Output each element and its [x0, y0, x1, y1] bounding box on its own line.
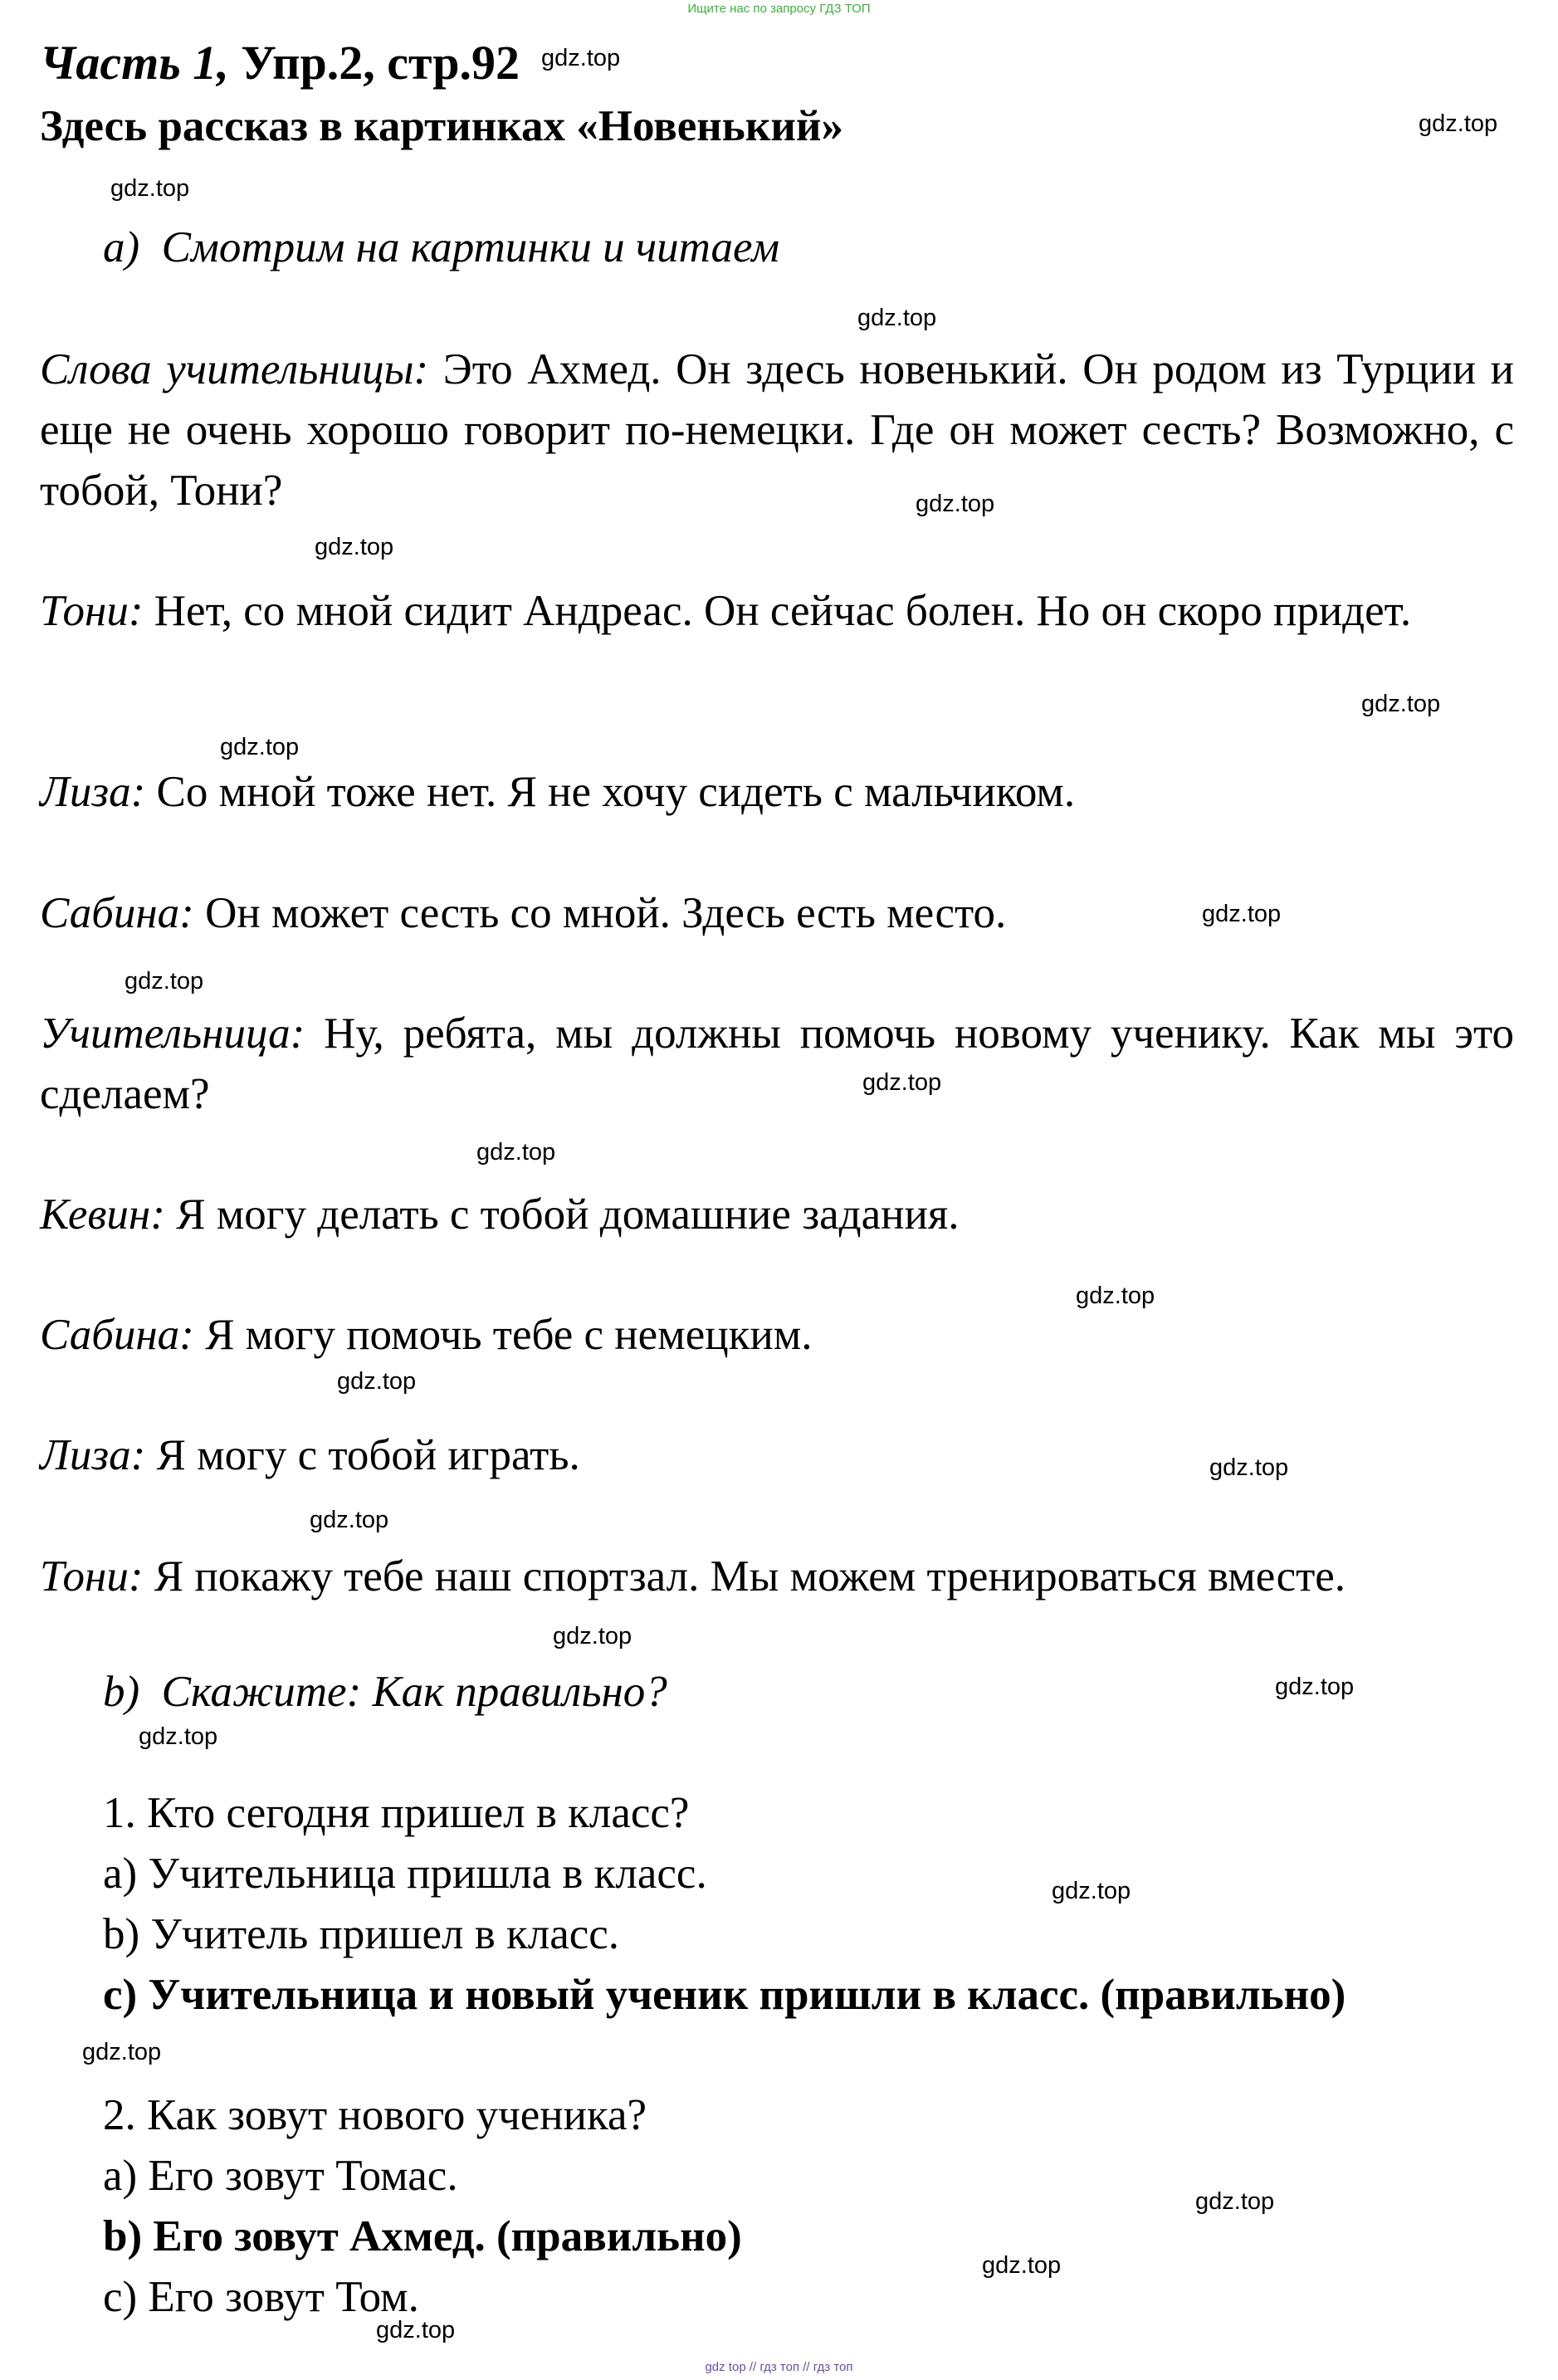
- answer-option-correct: c) Учительница и новый ученик пришли в класс. (правильно): [103, 1971, 1346, 2019]
- watermark: gdz.top: [125, 968, 204, 995]
- speaker-label: Тони:: [40, 587, 144, 635]
- exercise-label: Упр.2, стр.92: [228, 36, 520, 90]
- dialogue-text: Нет, со мной сидит Андреас. Он сейчас болен. Но он скоро придет.: [143, 587, 1412, 635]
- watermark: gdz.top: [82, 2039, 162, 2065]
- watermark: gdz.top: [337, 1368, 417, 1395]
- answer-option: b) Учитель пришел в класс.: [103, 1910, 620, 1958]
- speaker-label: Лиза:: [40, 1431, 146, 1479]
- dialogue-line: [40, 340, 1514, 521]
- answer-option-correct: b) Его зовут Ахмед. (правильно): [103, 2212, 742, 2260]
- watermark: gdz.top: [1195, 2188, 1275, 2215]
- story-title: Здесь рассказ в картинках «Новенький»: [40, 102, 843, 150]
- watermark: gdz.top: [916, 491, 995, 517]
- question-2: 2. Как зовут нового ученика?: [103, 2091, 647, 2139]
- speaker-label: Кевин:: [40, 1190, 165, 1239]
- watermark: gdz.top: [553, 1623, 632, 1649]
- part-label: Часть 1,: [40, 36, 229, 90]
- watermark: gdz.top: [1209, 1454, 1289, 1481]
- watermark: gdz.top: [1202, 901, 1282, 927]
- dialogue-text: Я могу помочь тебе с немецким.: [193, 1311, 813, 1359]
- dialogue-text: Ну, ребята, мы должны помочь новому ученику. Как мы это сделаем?: [40, 1009, 1514, 1118]
- watermark: gdz.top: [220, 734, 300, 760]
- dialogue-line: [40, 1185, 1514, 1245]
- dialogue-line: [40, 883, 1514, 944]
- speaker-label: Сабина:: [40, 1311, 194, 1359]
- section-b-label: b): [103, 1668, 140, 1716]
- top-search-note: Ищите нас по запросу ГДЗ ТОП: [687, 2, 871, 16]
- dialogue-line: [40, 1547, 1514, 1607]
- dialogue-line: [40, 1004, 1514, 1125]
- dialogue-line: [40, 1305, 1514, 1366]
- bottom-footer-note: gdz top // гдз топ // гдз топ: [705, 2360, 853, 2374]
- exercise-heading: [40, 35, 520, 90]
- dialogue-text: Я покажу тебе наш спортзал. Мы можем тренироваться вместе.: [143, 1552, 1346, 1601]
- section-a-label: a): [103, 223, 140, 271]
- watermark: gdz.top: [376, 2317, 456, 2343]
- watermark: gdz.top: [1052, 1878, 1131, 1904]
- speaker-label: Сабина:: [40, 889, 194, 937]
- watermark: gdz.top: [110, 175, 190, 202]
- dialogue-text: Со мной тоже нет. Я не хочу сидеть с мальчиком.: [145, 768, 1076, 816]
- watermark: gdz.top: [139, 1723, 218, 1750]
- dialogue-line: [40, 762, 1514, 823]
- speaker-label: Слова учительницы:: [40, 345, 429, 393]
- section-a-text: Смотрим на картинки и читаем: [161, 223, 780, 271]
- question-1: 1. Кто сегодня пришел в класс?: [103, 1789, 690, 1837]
- answer-option: c) Его зовут Том.: [103, 2273, 419, 2321]
- watermark: gdz.top: [476, 1139, 556, 1166]
- answer-option: a) Его зовут Томас.: [103, 2152, 458, 2200]
- watermark: gdz.top: [982, 2252, 1062, 2279]
- speaker-label: Лиза:: [40, 768, 146, 816]
- watermark: gdz.top: [315, 534, 394, 560]
- answer-option: a) Учительница пришла в класс.: [103, 1850, 707, 1898]
- dialogue-text: Это Ахмед. Он здесь новенький. Он родом из Турции и еще не очень хорошо говорит по-немецки. Где он может сесть? Возможно, с тобой, Тони?: [40, 345, 1514, 515]
- speaker-label: Учительница:: [40, 1009, 305, 1058]
- dialogue-text: Я могу с тобой играть.: [145, 1431, 580, 1479]
- watermark: gdz.top: [857, 305, 937, 331]
- watermark: gdz.top: [1419, 110, 1498, 137]
- watermark: gdz.top: [310, 1507, 389, 1533]
- dialogue-text: Я могу делать с тобой домашние задания.: [164, 1190, 960, 1239]
- dialogue-line: [40, 581, 1514, 642]
- dialogue-line: [40, 1425, 1514, 1486]
- watermark: gdz.top: [1361, 691, 1441, 717]
- section-a-heading: [103, 222, 779, 272]
- watermark: gdz.top: [541, 45, 621, 71]
- dialogue-text: Он может сесть со мной. Здесь есть место.: [193, 889, 1007, 937]
- watermark: gdz.top: [862, 1069, 942, 1096]
- watermark: gdz.top: [1076, 1283, 1155, 1309]
- watermark: gdz.top: [1275, 1674, 1355, 1700]
- speaker-label: Тони:: [40, 1552, 144, 1601]
- section-b-text: Скажите: Как правильно?: [161, 1668, 667, 1716]
- section-b-heading: [103, 1667, 667, 1717]
